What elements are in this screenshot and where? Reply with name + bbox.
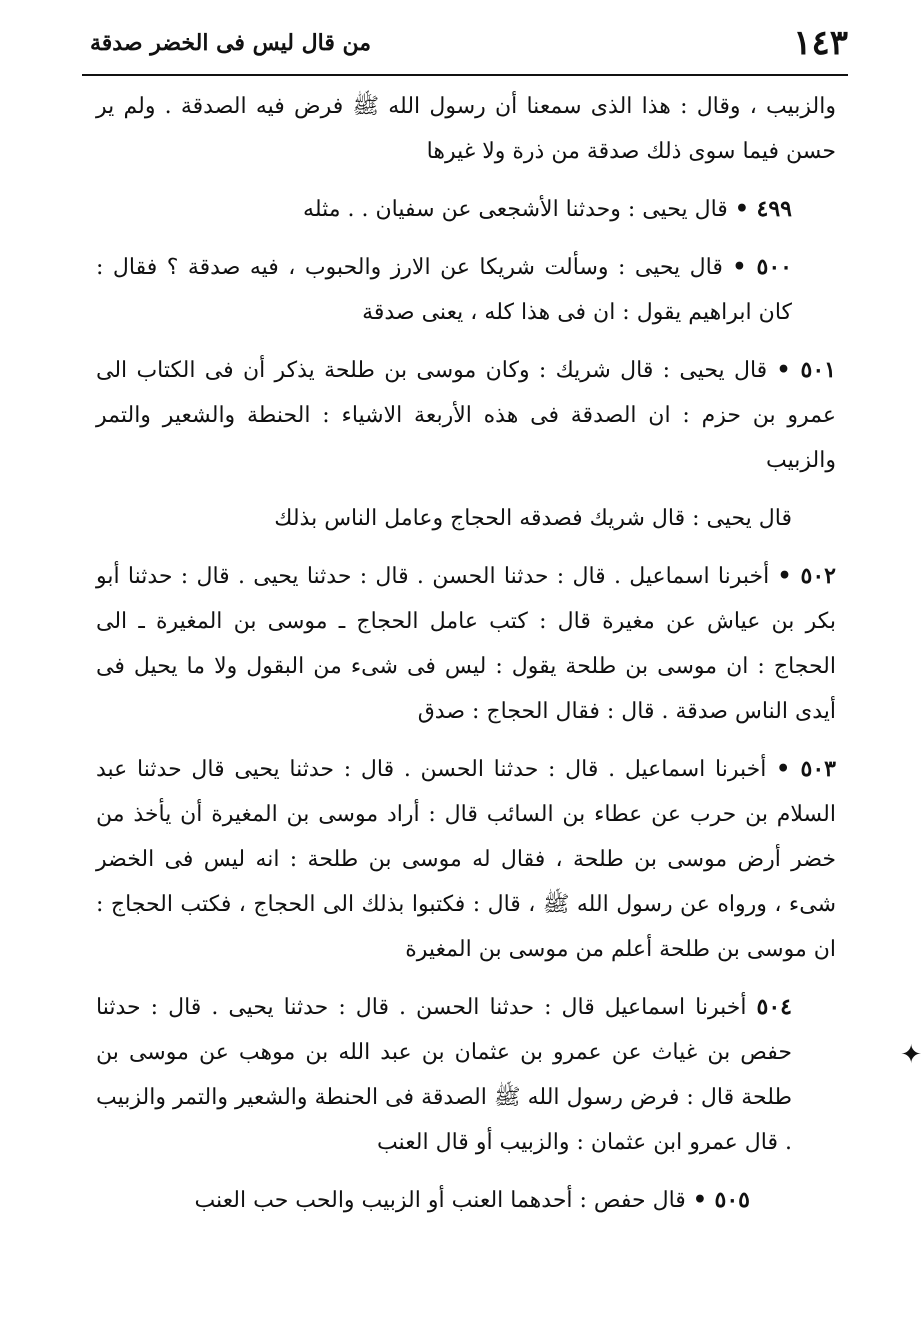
page-header: [90, 18, 848, 68]
margin-mark-icon: ✦: [900, 1040, 922, 1070]
paragraph-text: قال يحيى : قال شريك فصدقه الحجاج وعامل الناس بذلك: [274, 506, 792, 531]
paragraph-note: [96, 496, 836, 541]
hadith-504: [96, 985, 836, 1165]
header-rule: [82, 74, 848, 76]
page-number: ١٤٣: [793, 23, 848, 63]
hadith-501: [96, 348, 836, 483]
hadith-number: ٥٠٥ •: [692, 1187, 750, 1213]
hadith-503: [96, 747, 836, 972]
hadith-505: [96, 1178, 836, 1223]
page-body: [96, 84, 836, 1290]
hadith-500: [96, 245, 836, 335]
hadith-number: ٥٠٠ •: [732, 254, 792, 280]
hadith-number: ٥٠٣ •: [776, 756, 836, 782]
hadith-number: ٤٩٩ •: [734, 196, 792, 222]
running-title: من قال ليس فى الخضر صدقة: [90, 30, 372, 56]
hadith-502: [96, 554, 836, 734]
paragraph-text: أخبرنا اسماعيل . قال : حدثنا الحسن . قال : حدثنا يحيى . قال : حدثنا أبو بكر بن عياش عن مغيرة قال : كتب عامل الحجاج ـ موسى بن المغيرة ـ الى الحجاج : ان موسى بن طلحة يقول : ليس فى شىء من البقول ولا ما يحيل فى أيدى الناس صدقة . قال : فقال الحجاج : صدق: [96, 564, 836, 724]
paragraph-text: قال يحيى : قال شريك : وكان موسى بن طلحة يذكر أن فى الكتاب الى عمرو بن حزم : ان الصدقة فى هذه الأربعة الاشياء : الحنطة والشعير والتمر والزبيب: [96, 358, 836, 473]
paragraph-text: أخبرنا اسماعيل . قال : حدثنا الحسن . قال : حدثنا يحيى قال حدثنا عبد السلام بن حرب عن عطاء بن السائب قال : أراد موسى بن المغيرة أن يأخذ من خضر أرض موسى بن طلحة ، فقال له موسى بن طلحة : انه ليس فى الخضر شىء ، ورواه عن رسول الله ﷺ ، قال : فكتبوا بذلك الى الحجاج ، فكتب الحجاج : ان موسى بن طلحة أعلم من موسى بن المغيرة: [96, 757, 836, 962]
hadith-499: [96, 187, 836, 232]
paragraph-text: أخبرنا اسماعيل قال : حدثنا الحسن . قال : حدثنا يحيى . قال : حدثنا حفص بن غياث عن عمرو بن عثمان بن عبد الله بن موهب عن موسى بن طلحة قال : فرض رسول الله ﷺ الصدقة فى الحنطة والشعير والتمر والزبيب . قال عمرو ابن عثمان : والزبيب أو قال العنب: [96, 995, 792, 1155]
paragraph-continuation: [96, 84, 836, 174]
paragraph-text: والزبيب ، وقال : هذا الذى سمعنا أن رسول الله ﷺ فرض فيه الصدقة . ولم ير حسن فيما سوى ذلك صدقة من ذرة ولا غيرها: [96, 94, 836, 164]
hadith-number: ٥٠٤: [756, 994, 792, 1020]
paragraph-text: قال يحيى : وسألت شريكا عن الارز والحبوب ، فيه صدقة ؟ فقال : كان ابراهيم يقول : ان فى هذا كله ، يعنى صدقة: [96, 255, 792, 325]
paragraph-text: قال حفص : أحدهما العنب أو الزبيب والحب حب العنب: [194, 1188, 686, 1213]
hadith-number: ٥٠١ •: [776, 357, 836, 383]
paragraph-text: قال يحيى : وحدثنا الأشجعى عن سفيان . . مثله: [303, 197, 728, 222]
hadith-number: ٥٠٢ •: [777, 563, 836, 589]
